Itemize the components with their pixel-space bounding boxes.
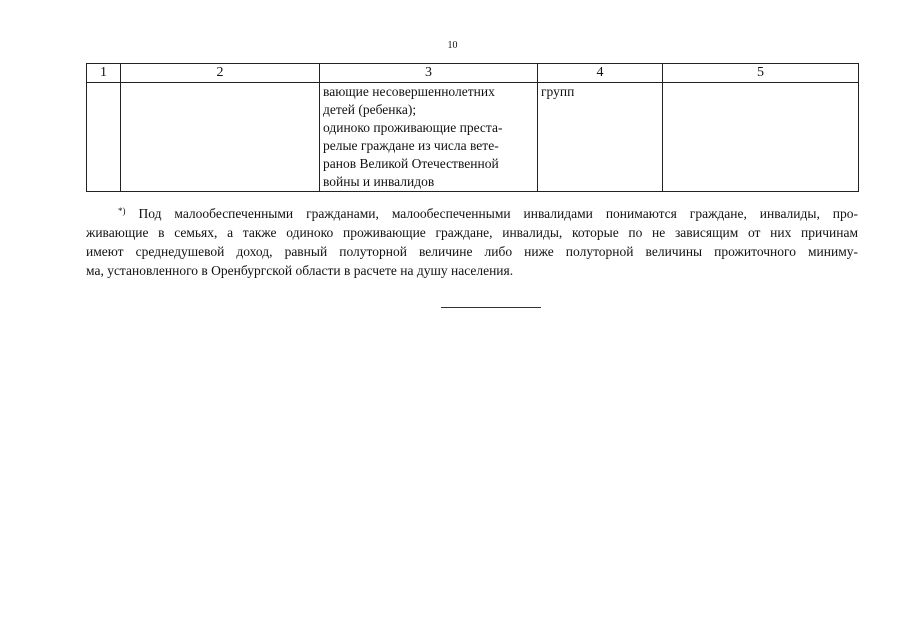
cell-text-line: вающие несовершеннолетних	[323, 84, 495, 99]
cell-text-line: релые граждане из числа вете-	[323, 138, 499, 153]
footnote-line-2: живающие в семьях, а также одиноко проживающие граждане, инвалиды, которые по не зависящим от них причинам	[86, 225, 858, 240]
footnote-marker: *)	[118, 206, 126, 216]
table-header-row	[87, 64, 859, 83]
column-header-5: 5	[663, 64, 859, 83]
table-cell-col5	[663, 83, 859, 192]
column-header-1: 1	[87, 64, 121, 83]
end-divider	[441, 307, 541, 308]
cell-text-line: ранов Великой Отечественной	[323, 156, 499, 171]
table-cell-col3	[320, 83, 538, 192]
footnote-line-1	[86, 204, 858, 223]
cell-text-line: войны и инвалидов	[323, 174, 435, 189]
table-cell-col1	[87, 83, 121, 192]
page-number: 10	[447, 40, 458, 51]
table-cell-col2	[121, 83, 320, 192]
footnote-line-4: ма, установленного в Оренбургской области в расчете на душу населения.	[86, 263, 514, 278]
footnote-text: Под малообеспеченными гражданами, малообеспеченными инвалидами понимаются граждане, инвалиды, про-	[138, 206, 858, 221]
cell-text-line: одиноко проживающие преста-	[323, 120, 503, 135]
cell-text-line: детей (ребенка);	[323, 102, 417, 117]
footnote-line-3: имеют среднедушевой доход, равный полуторной величине либо ниже полуторной величины прожиточного миниму-	[86, 244, 858, 259]
data-table	[86, 63, 859, 192]
table-cell-col4: групп	[538, 83, 663, 192]
table-row	[87, 83, 859, 192]
column-header-2: 2	[121, 64, 320, 83]
footnote	[86, 204, 858, 280]
column-header-4: 4	[538, 64, 663, 83]
column-header-3: 3	[320, 64, 538, 83]
